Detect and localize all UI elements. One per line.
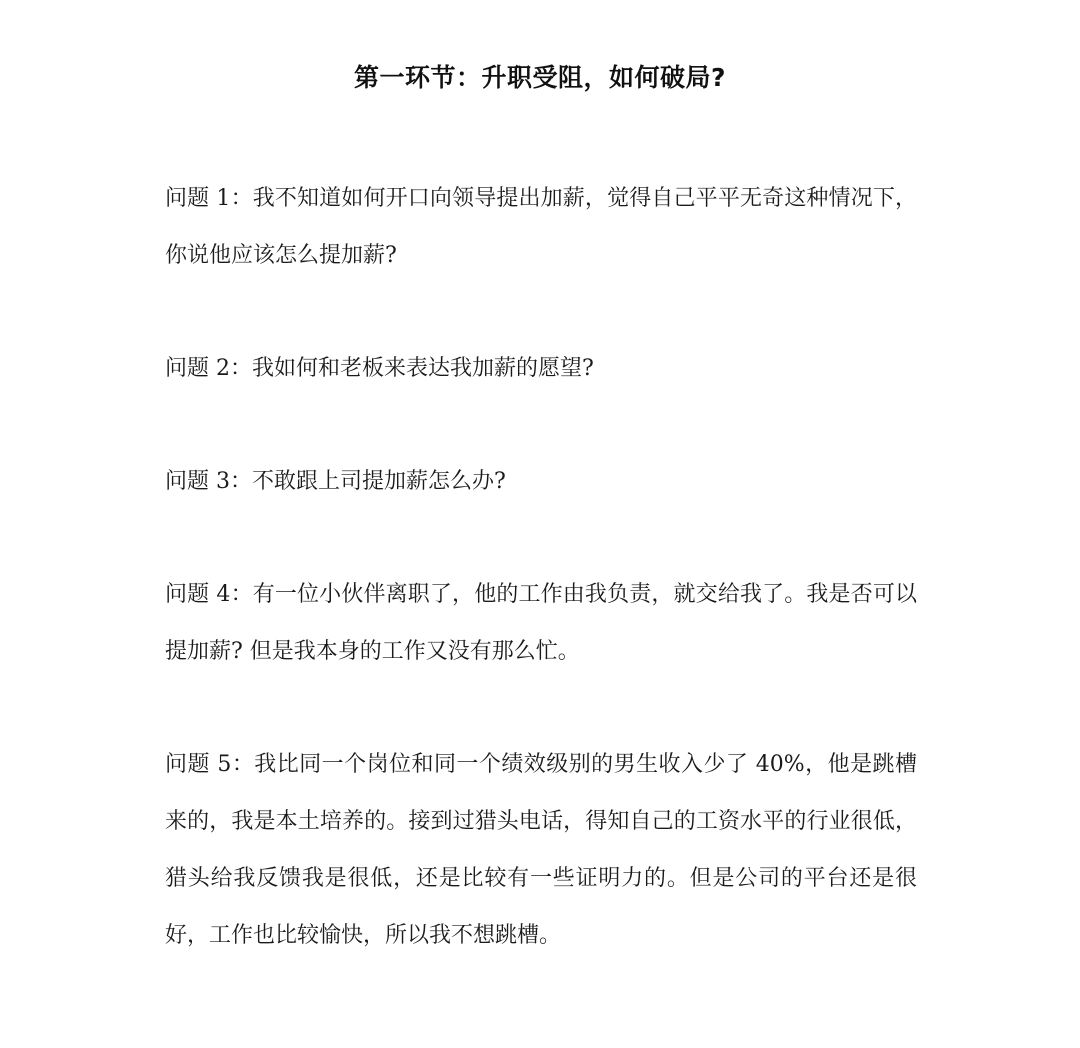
question-2: 问题 2：我如何和老板来表达我加薪的愿望? bbox=[165, 356, 594, 381]
question-5: 问题 5：我比同一个岗位和同一个绩效级别的男生收入少了 40%，他是跳槽来的，我是本土培养的。接到过猎头电话，得知自己的工资水平的行业很低，猎头给我反馈我是很低，还是比较有一些证明力的。但是公司的平台还是很好，工作也比较愉快，所以我不想跳槽。 bbox=[165, 752, 917, 948]
question-1: 问题 1：我不知道如何开口向领导提出加薪，觉得自己平平无奇这种情况下，你说他应该怎么提加薪? bbox=[165, 186, 917, 268]
section-title: 第一环节：升职受阻，如何破局? bbox=[353, 63, 726, 92]
question-list bbox=[165, 170, 917, 964]
question-4: 问题 4：有一位小伙伴离职了，他的工作由我负责，就交给我了。我是否可以提加薪? 但是我本身的工作又没有那么忙。 bbox=[165, 582, 917, 664]
question-3: 问题 3：不敢跟上司提加薪怎么办? bbox=[165, 469, 506, 494]
